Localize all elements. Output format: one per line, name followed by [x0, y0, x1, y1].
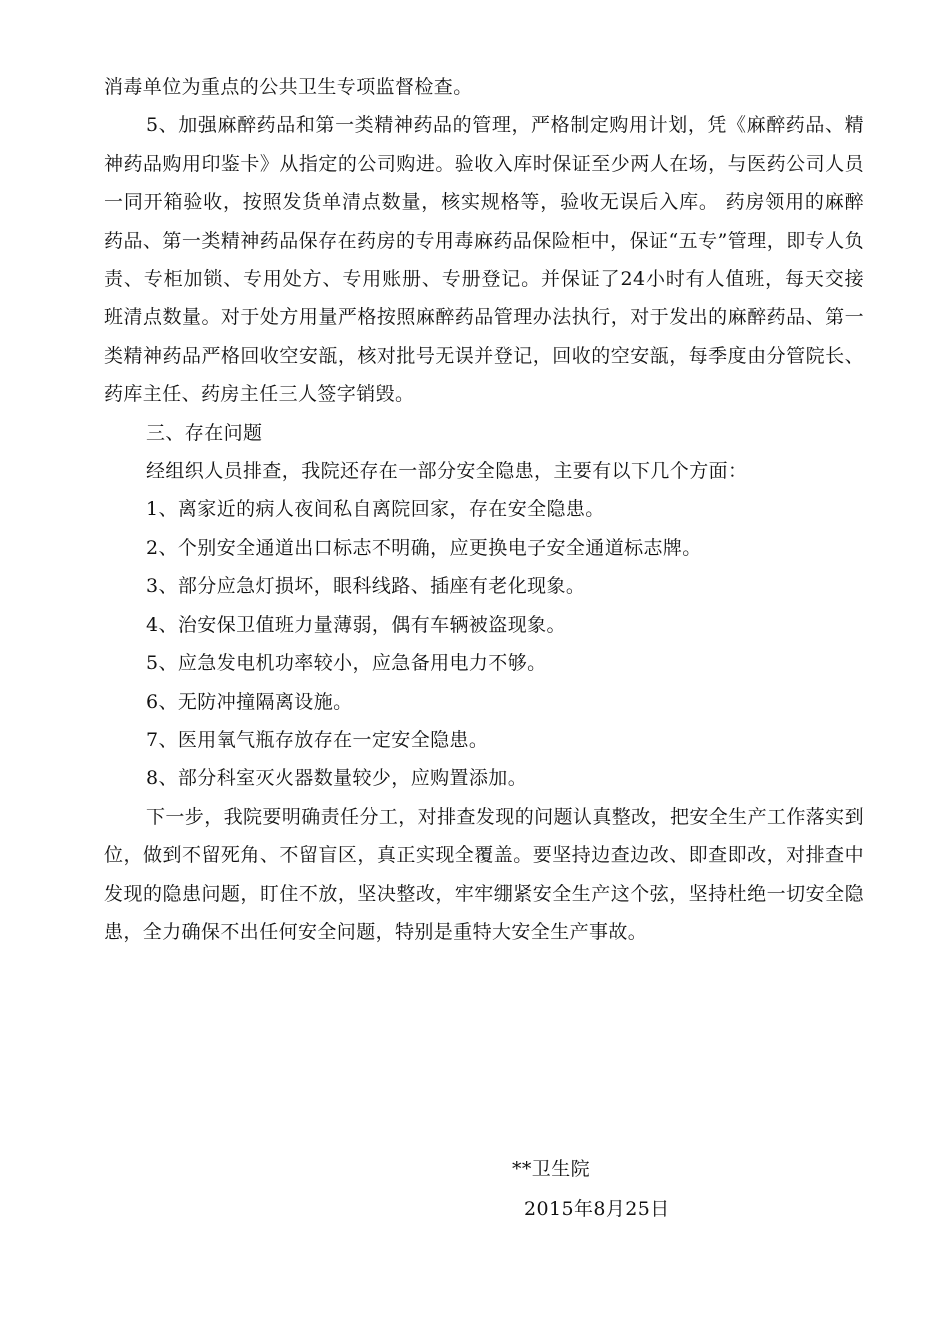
list-item-problem-8: 8、部分科室灭火器数量较少，应购置添加。: [146, 767, 528, 790]
section-heading-existing-problems: 三、存在问题: [146, 421, 263, 444]
paragraph-narcotics-management: 5、加强麻醉药品和第一类精神药品的管理，严格制定购用计划，凭《麻醉药品、精神药品购用印鉴卡》从指定的公司购进。验收入库时保证至少两人在场，与医药公司人员一同开箱验收，按照发货单清点数量，核实规格等，验收无误后入库。 药房领用的麻醉药品、第一类精神药品保存在药房的专用毒麻药品保险柜中，保证“五专”管理，即专人负责、专柜加锁、专用处方、专用账册、专册登记。并保证了24小时有人值班，每天交接班清点数量。对于处方用量严格按照麻醉药品管理办法执行，对于发出的麻醉药品、第一类精神药品严格回收空安瓿，核对批号无误并登记，回收的空安瓿，每季度由分管院长、药库主任、药房主任三人签字销毁。: [104, 114, 864, 406]
list-item-problem-1: 1、离家近的病人夜间私自离院回家，存在安全隐患。: [146, 498, 605, 521]
signature-block: [512, 1150, 670, 1228]
paragraph-next-steps: 下一步，我院要明确责任分工，对排查发现的问题认真整改，把安全生产工作落实到位，做到不留死角、不留盲区，真正实现全覆盖。要坚持边查边改、即查即改，对排查中发现的隐患问题，盯住不放，坚决整改，牢牢绷紧安全生产这个弦，坚持杜绝一切安全隐患，全力确保不出任何安全问题，特别是重特大安全生产事故。: [104, 805, 864, 943]
list-item-problem-5: 5、应急发电机功率较小，应急备用电力不够。: [146, 652, 547, 675]
paragraph-problems-intro: 经组织人员排查，我院还存在一部分安全隐患，主要有以下几个方面：: [146, 460, 748, 483]
signature-organization: **卫生院: [512, 1158, 591, 1180]
signature-date: 2015年8月25日: [524, 1198, 670, 1220]
list-item-problem-3: 3、部分应急灯损坏，眼科线路、插座有老化现象。: [146, 575, 586, 598]
paragraph-continuation: 消毒单位为重点的公共卫生专项监督检查。: [104, 76, 473, 98]
list-item-problem-2: 2、个别安全通道出口标志不明确，应更换电子安全通道标志牌。: [146, 536, 702, 559]
list-item-problem-7: 7、医用氧气瓶存放存在一定安全隐患。: [146, 728, 489, 751]
document-body: [104, 68, 864, 951]
list-item-problem-6: 6、无防冲撞隔离设施。: [146, 690, 353, 713]
list-item-problem-4: 4、治安保卫值班力量薄弱，偶有车辆被盗现象。: [146, 613, 566, 636]
